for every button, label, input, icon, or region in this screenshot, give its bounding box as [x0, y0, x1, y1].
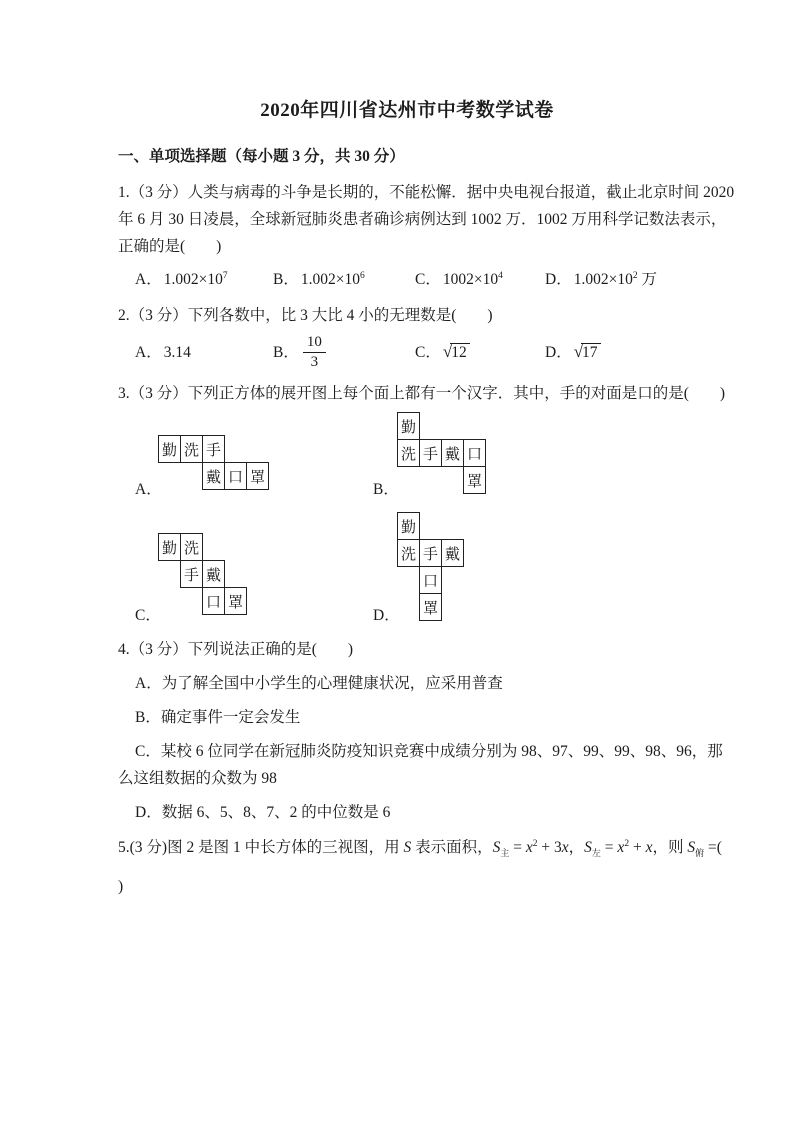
q4-option-c-line-2: 么这组数据的众数为 98: [118, 770, 277, 787]
net-cell: 勤: [397, 512, 420, 540]
question-1-line-2: 年 6 月 30 日凌晨，全球新冠肺炎患者确诊病例达到 1002 万．1002 万用科学记数法表示，: [118, 211, 727, 228]
page-content: [118, 0, 735, 900]
q4-option-c: [118, 738, 723, 792]
question-3: [118, 380, 726, 407]
option-label: A．: [135, 343, 162, 361]
q1-option-c: [415, 266, 545, 293]
option-value: $1.002\times 10^2$ 万: [573, 271, 657, 288]
q2-option-b: [273, 334, 415, 371]
net-cell: 洗: [180, 435, 203, 463]
q2-option-d: [545, 339, 601, 366]
net-cell: 勤: [158, 435, 181, 463]
option-value: $1.002\times 10^6$: [300, 271, 365, 288]
sqrt-expression: √ 12: [443, 343, 470, 361]
q4-option-a: [118, 670, 696, 697]
question-4-text: 4.（3 分）下列说法正确的是( ): [118, 641, 354, 658]
q3-option-d-label: D．: [373, 607, 400, 624]
net-cell: 戴: [202, 560, 225, 588]
option-value: 3.14: [163, 343, 191, 361]
option-label: D．: [545, 271, 572, 288]
q3-cube-net-diagrams: [118, 409, 696, 636]
net-cell: 口: [202, 587, 225, 615]
question-5-text: 5.(3 分)图 2 是图 1 中长方体的三视图，用 S 表示面积，$S_主 = x^2 + 3x$，$S_左 = x^2 + x$，则 $S_俯$ =(: [118, 839, 722, 858]
q2-option-c: [415, 339, 545, 366]
q4-option-a-text: A．为了解全国中小学生的心理健康状况，应采用普查: [135, 675, 503, 692]
question-1-line-3: 正确的是( ): [118, 238, 222, 255]
net-cell: 洗: [397, 439, 420, 467]
sqrt-expression: √ 17: [574, 343, 601, 361]
q4-option-d: [118, 799, 696, 826]
q3-option-c-label: C．: [135, 607, 161, 624]
question-4: [118, 636, 696, 663]
net-cell: 罩: [246, 462, 269, 490]
question-5: [118, 834, 722, 900]
option-value: [443, 339, 470, 366]
net-cell: 罩: [419, 593, 442, 621]
q4-option-d-text: D．数据 6、5、8、7、2 的中位数是 6: [135, 804, 391, 821]
question-1: [118, 179, 735, 260]
option-label: B．: [273, 271, 299, 288]
net-cell: 手: [202, 435, 225, 463]
net-cell: 口: [419, 566, 442, 594]
net-cell: 手: [419, 439, 442, 467]
net-cell: 手: [180, 560, 203, 588]
option-value: [574, 339, 601, 366]
q3-option-a-label: A．: [135, 481, 162, 498]
question-1-options: [118, 266, 696, 293]
net-cell: 口: [463, 439, 486, 467]
q1-option-b: [273, 266, 415, 293]
net-cell: 洗: [397, 539, 420, 567]
net-cell: 洗: [180, 533, 203, 561]
question-2-options: [118, 331, 696, 373]
net-cell: 罩: [224, 587, 247, 615]
option-label: C．: [415, 271, 441, 288]
net-cell: 罩: [463, 466, 486, 494]
section-heading: 一、单项选择题（每小题 3 分，共 30 分）: [118, 148, 405, 165]
option-value: [301, 334, 328, 371]
option-label: B．: [273, 343, 299, 361]
option-value: $1002\times 10^4$: [442, 271, 503, 288]
fraction: $\frac{10}{3}$: [303, 334, 326, 371]
net-cell: 戴: [202, 462, 225, 490]
q4-option-c-line-1: C．某校 6 位同学在新冠肺炎防疫知识竞赛中成绩分别为 98、97、99、99、98、96，那: [135, 743, 723, 760]
q3-option-b-label: B．: [373, 481, 399, 498]
question-2-text: 2.（3 分）下列各数中，比 3 大比 4 小的无理数是( ): [118, 307, 493, 324]
q1-option-a: [135, 266, 273, 293]
net-cell: 手: [419, 539, 442, 567]
net-cell: 戴: [441, 539, 464, 567]
option-value: $1.002\times 10^7$: [163, 271, 228, 288]
option-label: C．: [415, 343, 441, 361]
net-cell: 口: [224, 462, 247, 490]
net-cell: 勤: [158, 533, 181, 561]
question-1-line-1: 1.（3 分）人类与病毒的斗争是长期的，不能松懈．据中央电视台报道，截止北京时间 2020: [118, 184, 735, 201]
question-2: [118, 302, 696, 329]
net-cell: 勤: [397, 412, 420, 440]
q1-option-d: [545, 266, 657, 293]
net-cell: 戴: [441, 439, 464, 467]
page-title: 2020年四川省达州市中考数学试卷: [260, 100, 554, 121]
question-3-text: 3.（3 分）下列正方体的展开图上每个面上都有一个汉字．其中，手的对面是口的是( ): [118, 385, 726, 402]
option-label: A．: [135, 271, 162, 288]
q4-option-b-text: B．确定事件一定会发生: [135, 709, 301, 726]
question-5-close-paren: ): [118, 878, 124, 895]
q4-option-b: [118, 704, 696, 731]
option-label: D．: [545, 343, 572, 361]
q2-option-a: [135, 339, 273, 366]
